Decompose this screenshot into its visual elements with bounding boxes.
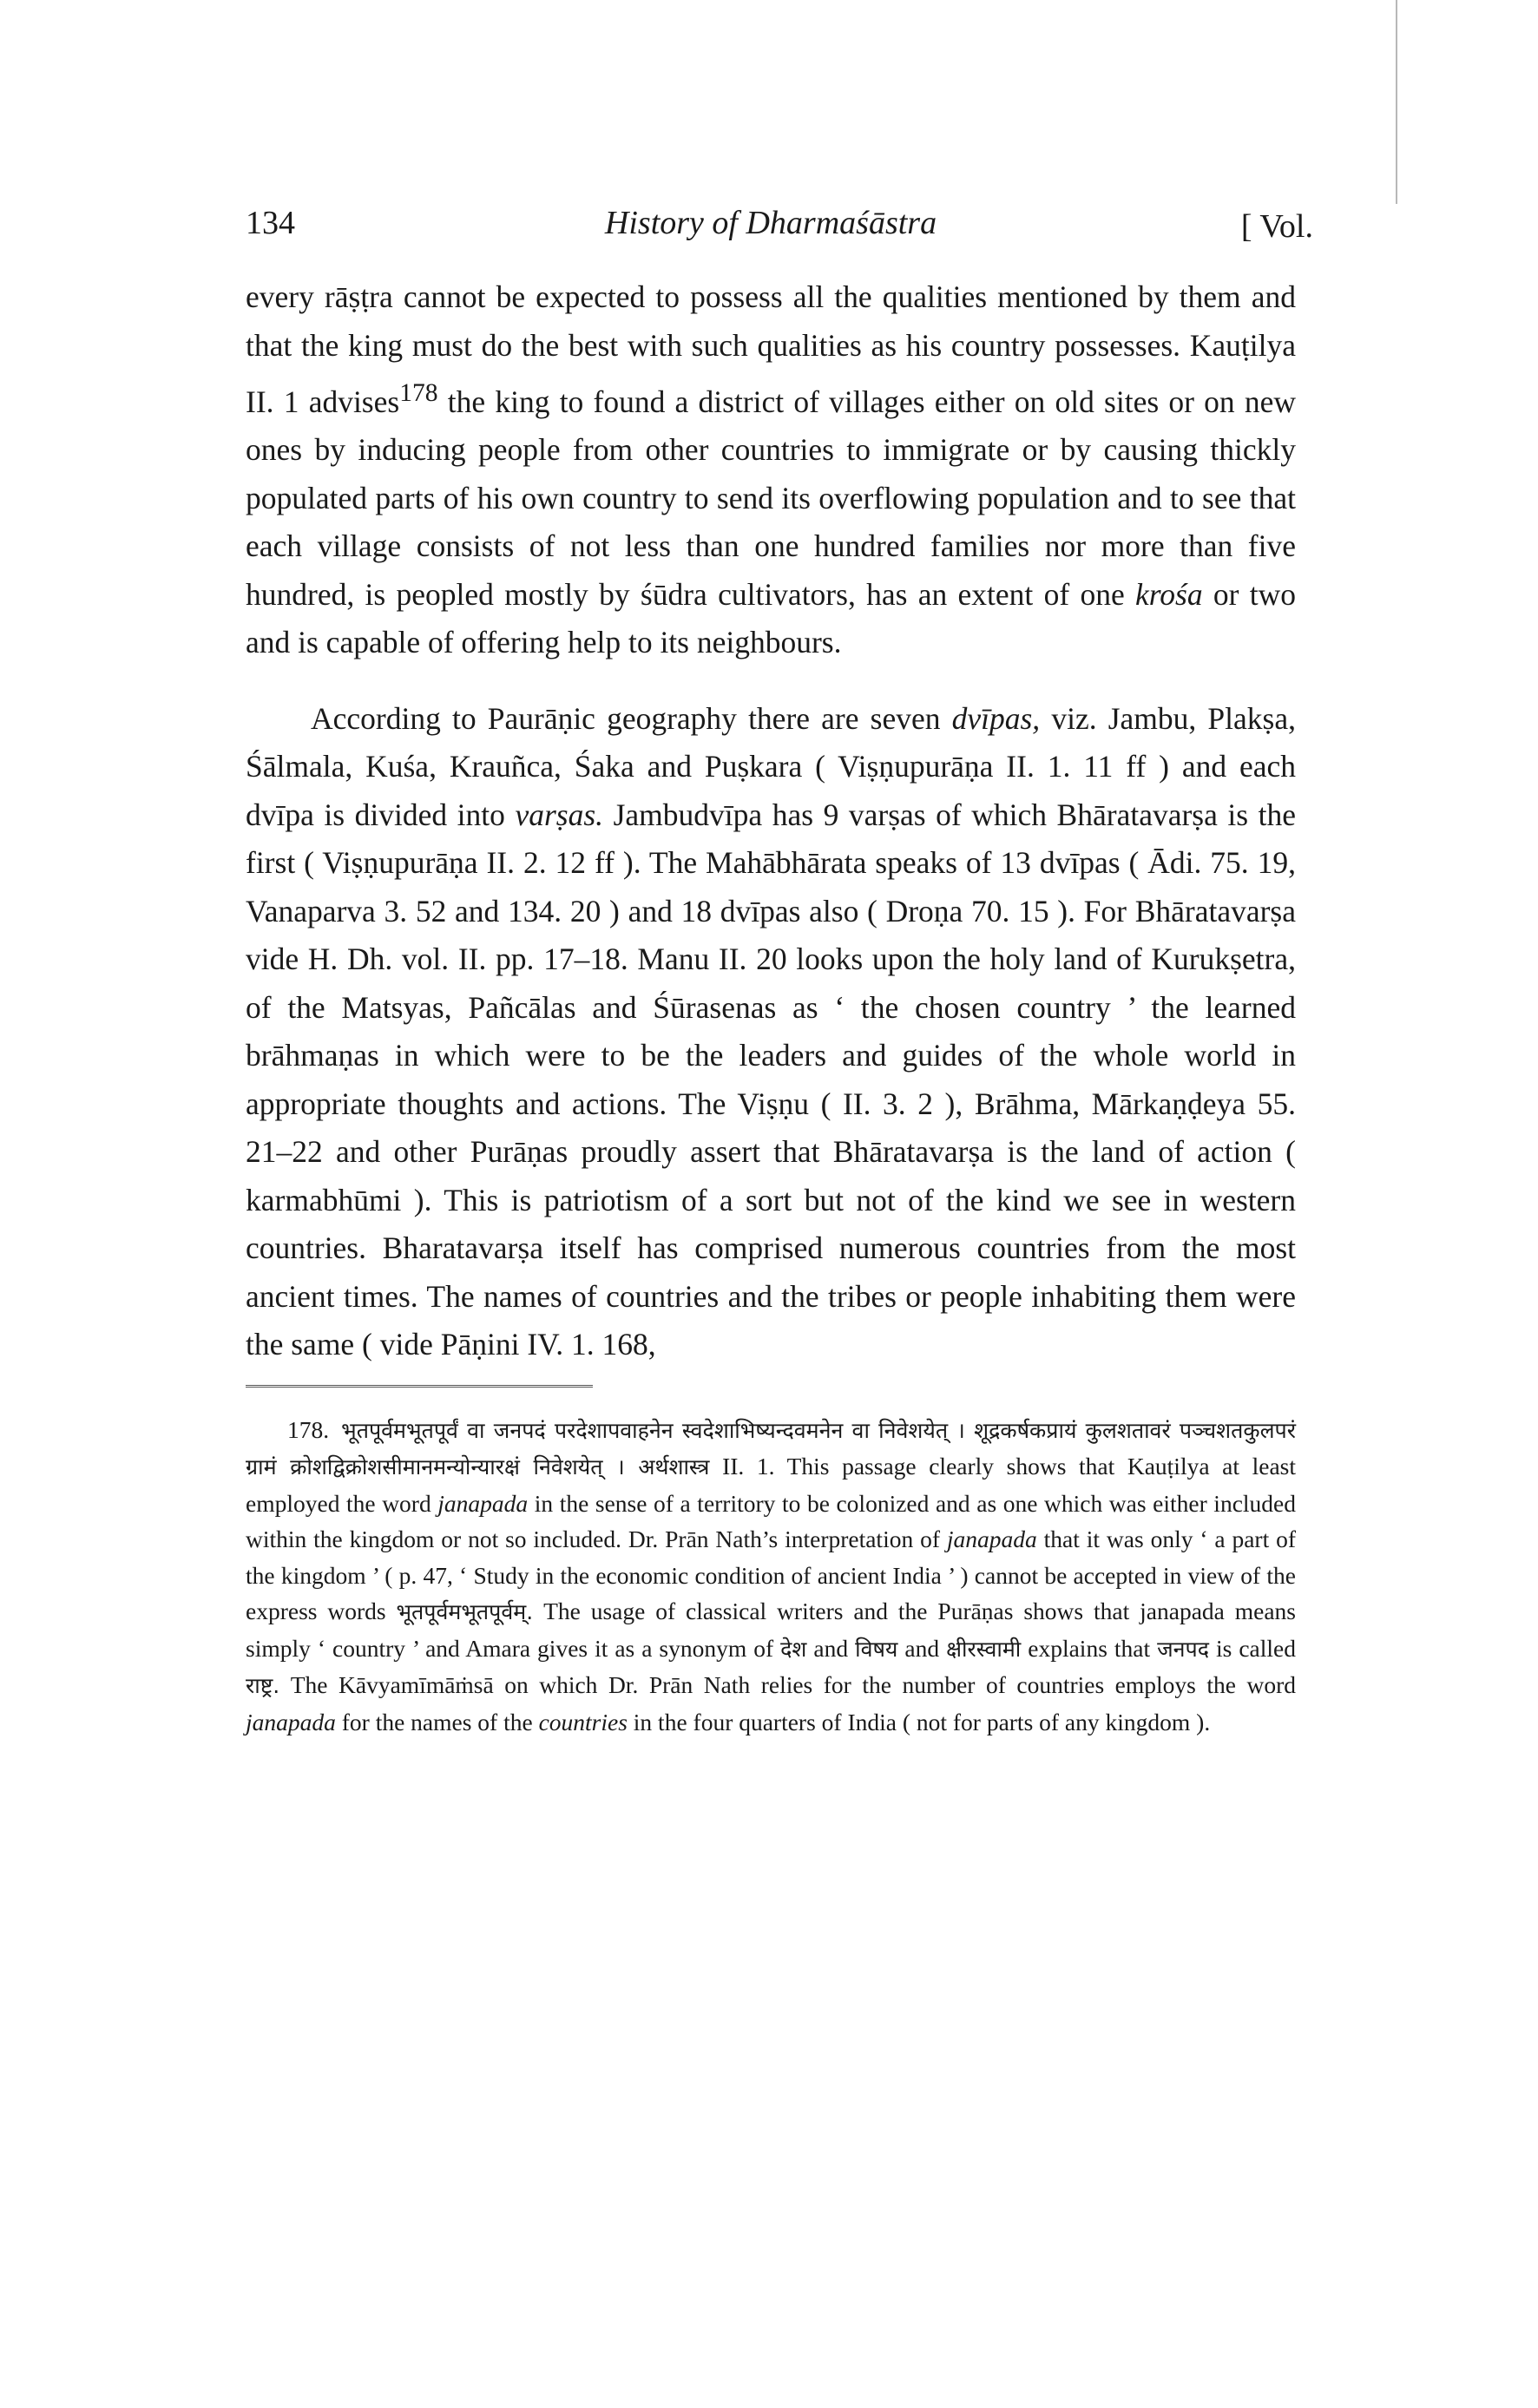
text-run: viz. Jambu, Plakṣa, Śālmala, Kuśa, Krauñca, Śaka and Puṣkara ( Viṣṇupurāṇa II. 1. 11 ff ) and each dvīpa is divided into [246, 700, 1296, 832]
sanskrit-text: राष्ट्र. [246, 1673, 280, 1699]
book-page [246, 195, 1313, 1740]
sanskrit-text: क्षीरस्वामी [946, 1636, 1022, 1662]
text-run: explains that [1021, 1634, 1158, 1662]
text-run: and [897, 1634, 947, 1662]
running-title: History of Dharmaśāstra [604, 205, 937, 241]
paragraph-2 [246, 695, 1296, 1369]
page-header [246, 195, 1313, 256]
footnotes [246, 1412, 1296, 1741]
sanskrit-text: जनपद [1157, 1636, 1210, 1662]
text-run: II. 1. This passage clearly shows that Kauṭilya at least employed the word [246, 1453, 1296, 1517]
italic-term: janapada [246, 1708, 336, 1735]
scan-edge-line [1396, 0, 1397, 204]
page-number: 134 [246, 205, 295, 241]
text-run: in the four quarters of India ( not for parts of any kingdom ). [627, 1708, 1211, 1735]
text-run: or two and is capable of offering help to its neighbours. [246, 576, 1296, 660]
text-run: every rāṣṭra cannot be expected to possess all the qualities mentioned by them and that the king must do the best with such qualities as his country possesses. Kauṭilya II. 1 advises [246, 279, 1296, 419]
text-run: The Kāvyamīmāṁsā on which Dr. Prān Nath relies for the number of countries employs the word [279, 1671, 1296, 1699]
footnote-marker: 178. [287, 1415, 330, 1443]
italic-term: krośa [1135, 576, 1203, 612]
sanskrit-text: विषय [855, 1636, 898, 1662]
text-run: is called [1209, 1634, 1296, 1662]
footnote-divider [246, 1378, 593, 1388]
text-run: Jambudvīpa has 9 varṣas of which Bhāratavarṣa is the first ( Viṣṇupurāṇa II. 2. 12 ff ). The Mahābhārata speaks of 13 dvīpas ( Ādi. 75. 19, Vanaparva 3. 52 and 134. 20 ) and 18 dvīpas also ( Droṇa 70. 15 ). For Bhāratavarṣa vide H. Dh. vol. II. pp. 17–18. Manu II. 20 looks upon the holy land of Kurukṣetra, of the Matsyas, Pañcālas and Śūrasenas as ‘ the chosen country ’ the learned brāhmaṇas in which were to be the leaders and guides of the whole world in appropriate thoughts and actions. The Viṣṇu ( II. 3. 2 ), Brāhma, Mārkaṇḍeya 55. 21–22 and other Purāṇas proudly assert that Bhāratavarṣa is the land of action ( karmabhūmi ). This is patriotism of a sort but not of the kind we see in western countries. Bharatavarṣa itself has comprised numerous countries from the most ancient times. The names of countries and the tribes or people inhabiting them were the same ( vide Pāṇini IV. 1. 168, [246, 797, 1296, 1362]
paragraph-1 [246, 273, 1296, 667]
text-run: that it was only ‘ a part of the kingdom ’ ( p. 47, ‘ Study in the economic condition of ancient India ’ ) cannot be accepted in view of the express words [246, 1526, 1297, 1625]
sanskrit-text: भूतपूर्वमभूतपूर्वं वा जनपदं परदेशापवाहनेन स्वदेशाभिष्यन्दवमनेन वा निवेशयेत् । शूद्रकर्षकप्रायं कुलशतावरं पञ्चशतकुलपरं ग्रामं क्रोशद्विक्रोशसीमानमन्योन्यारक्षं निवेशयेत् । अर्थशास्त्र [246, 1417, 1296, 1480]
footnote-text [246, 1416, 1296, 1735]
italic-term: janapada [946, 1526, 1037, 1553]
italic-term: dvīpas, [951, 700, 1041, 736]
sanskrit-text: देश [780, 1636, 807, 1662]
text-run: the king to found a district of villages either on old sites or on new ones by inducing people from other countries to immigrate or by causing thickly populated parts of his own country to send its overflowing population and to see that each village consists of not less than one hundred families nor more than five hundred, is peopled mostly by śūdra cultivators, has an extent of one [246, 384, 1296, 612]
italic-term: varṣas. [515, 797, 604, 832]
italic-term: janapada [437, 1489, 529, 1517]
footnote-reference: 178 [399, 379, 438, 407]
footnote-178 [246, 1412, 1296, 1741]
text-run: in the sense of a territory to be colonized and as one which was either included within the kingdom or not so included. Dr. Prān Nath’s interpretation of [246, 1489, 1296, 1553]
sanskrit-text: भूतपूर्वमभूतपूर्वम्. [396, 1599, 534, 1625]
text-run: The usage of classical writers and the Purāṇas shows that janapada means simply ‘ country ’ and Amara gives it as a synonym of [246, 1598, 1296, 1662]
text-run: According to Paurāṇic geography there are seven [311, 700, 952, 736]
main-text [246, 273, 1296, 1369]
italic-term: countries [538, 1708, 628, 1735]
text-run: and [806, 1634, 856, 1662]
volume-mark: [ Vol. [1240, 208, 1313, 245]
text-run: for the names of the [335, 1708, 539, 1735]
